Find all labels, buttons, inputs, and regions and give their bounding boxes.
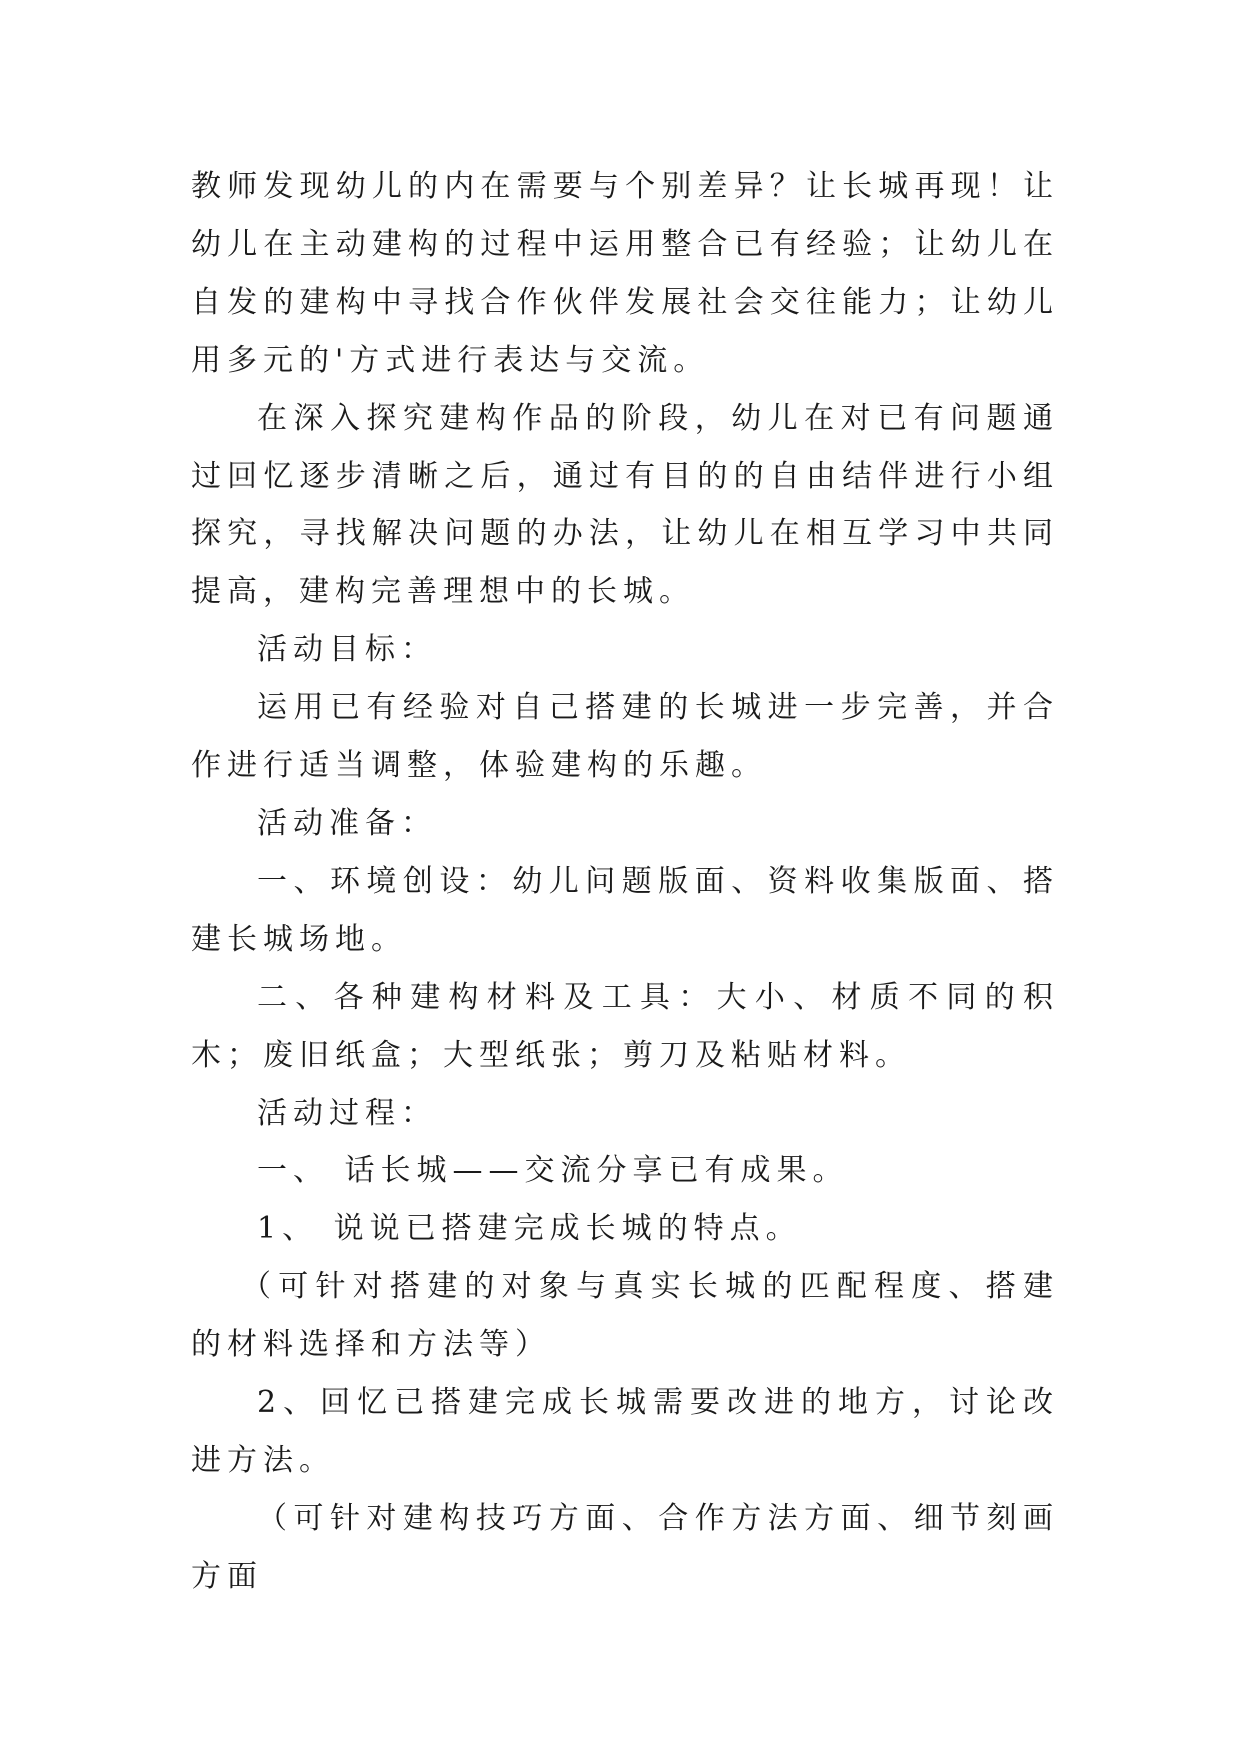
- paragraph-process-step-one: 一、 话长城——交流分享已有成果。: [257, 1153, 849, 1189]
- paragraph-intro-continued: 教师发现幼儿的内在需要与个别差异？让长城再现！让幼儿在主动建构的过程中运用整合已有经验；让幼儿在自发的建构中寻找合作伙伴发展社会交往能力；让幼儿用多元的'方式进行表达与交流。: [191, 169, 1059, 378]
- heading-activity-process: 活动过程：: [257, 1095, 437, 1131]
- paragraph-activity-goals: 运用已有经验对自己搭建的长城进一步完善，并合作进行适当调整，体验建构的乐趣。: [191, 690, 1059, 784]
- heading-activity-preparation: 活动准备：: [257, 805, 437, 841]
- paragraph-preparation-materials: 二、各种建构材料及工具：大小、材质不同的积木；废旧纸盒；大型纸张；剪刀及粘贴材料。: [191, 979, 1059, 1073]
- paragraph-process-item-one: 1、 说说已搭建完成长城的特点。: [257, 1211, 802, 1247]
- paragraph-process-note-two: （可针对建构技巧方面、合作方法方面、细节刻画方面: [191, 1500, 1059, 1594]
- paragraph-process-item-two: 2、回忆已搭建完成长城需要改进的地方，讨论改进方法。: [191, 1385, 1059, 1478]
- heading-activity-goals: 活动目标：: [257, 632, 437, 668]
- paragraph-exploration: 在深入探究建构作品的阶段，幼儿在对已有问题通过回忆逐步清晰之后，通过有目的的自由结伴进行小组探究，寻找解决问题的办法，让幼儿在相互学习中共同提高，建构完善理想中的长城。: [191, 400, 1059, 610]
- paragraph-process-note-one: （可针对搭建的对象与真实长城的匹配程度、搭建的材料选择和方法等）: [191, 1269, 1059, 1363]
- paragraph-preparation-environment: 一、环境创设：幼儿问题版面、资料收集版面、搭建长城场地。: [191, 863, 1059, 957]
- document-body: [191, 158, 1059, 1606]
